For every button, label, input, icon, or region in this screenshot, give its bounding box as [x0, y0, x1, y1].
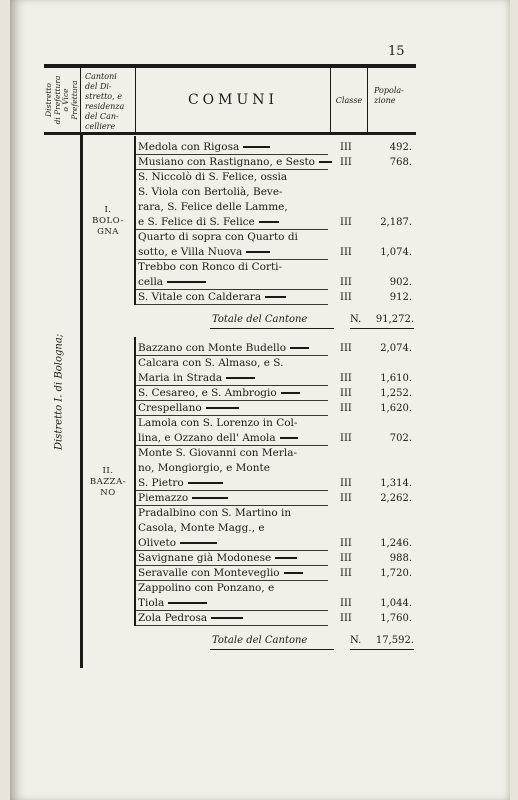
- comune-name-line: Maria in Strada: [138, 371, 334, 386]
- leader-dash: [281, 392, 300, 394]
- comune-name-line: cella: [138, 275, 334, 290]
- leader-dash: [206, 407, 239, 409]
- leader-dash: [246, 251, 270, 253]
- comune-name-line: Quarto di sopra con Quarto di: [138, 231, 298, 243]
- comune-entry: [138, 506, 334, 551]
- table-header: [44, 68, 416, 132]
- comune-popolazione: 492.: [389, 142, 412, 153]
- canton-label-line: I.: [104, 204, 112, 215]
- leader-dash: [284, 572, 303, 574]
- canton-total-label: Totale del Cantone: [212, 635, 308, 646]
- comune-popolazione: 1,620.: [380, 403, 412, 414]
- header-district-cell: [44, 68, 81, 132]
- comune-popolazione: 1,314.: [380, 478, 412, 489]
- comune-classe: III: [340, 433, 352, 444]
- comune-popolazione: 702.: [389, 433, 412, 444]
- header-pop-cell: [368, 68, 416, 132]
- comune-name-line: rara, S. Felice delle Lamme,: [138, 201, 288, 213]
- comune-popolazione: 1,074.: [380, 247, 412, 258]
- comune-name-line: Monte S. Giovanni con Merla-: [138, 447, 298, 459]
- comune-name-line: S. Cesareo, e S. Ambrogio: [138, 386, 334, 401]
- total-value-underline: [350, 649, 414, 650]
- comune-name-line: Trebbo con Ronco di Corti-: [138, 261, 283, 273]
- comune-popolazione: 2,074.: [380, 343, 412, 354]
- header-canton: Cantoni del Di- stretto, e residenza del Can- celliere: [85, 72, 125, 131]
- comune-classe: III: [340, 388, 352, 399]
- comune-entry: [138, 416, 334, 446]
- leader-dash: [259, 221, 279, 223]
- canton-label-line: BAZZA-: [89, 476, 127, 487]
- comune-classe: III: [340, 247, 352, 258]
- canton-divider: [134, 136, 136, 305]
- comune-popolazione: 1,044.: [380, 598, 412, 609]
- leader-dash: [211, 617, 243, 619]
- comune-entry: [138, 170, 334, 230]
- leader-dash: [280, 437, 298, 439]
- canton-label-line: NO: [100, 487, 116, 498]
- district-label: Distretto I. di Bologna;: [53, 333, 65, 450]
- comune-entry: [138, 401, 334, 416]
- comune-entry: [138, 341, 334, 356]
- leader-dash: [180, 542, 217, 544]
- comune-classe: III: [340, 277, 352, 288]
- comune-entry: [138, 260, 334, 290]
- comune-classe: III: [340, 157, 352, 168]
- total-underline: [210, 328, 334, 329]
- header-classe: Classe: [335, 96, 363, 105]
- leader-dash: [188, 482, 223, 484]
- comune-classe: III: [340, 553, 352, 564]
- comune-name-line: no, Mongiorgio, e Monte: [138, 462, 270, 474]
- leader-dash: [275, 557, 297, 559]
- canton-label: [84, 205, 132, 238]
- comune-classe: III: [340, 613, 352, 624]
- district-divider: [80, 135, 83, 668]
- comune-popolazione: 912.: [389, 292, 412, 303]
- comune-name-line: Tiola: [138, 596, 334, 611]
- comune-popolazione: 902.: [389, 277, 412, 288]
- page-number: 15: [388, 44, 405, 59]
- entry-separator: [136, 625, 328, 626]
- comune-name-line: Calcara con S. Almaso, e S.: [138, 357, 284, 369]
- comune-entry: [138, 140, 334, 155]
- comune-entry: [138, 356, 334, 386]
- comune-name-line: Zola Pedrosa: [138, 611, 334, 626]
- comune-popolazione: 2,262.: [380, 493, 412, 504]
- canton-label-line: BOLO-: [92, 215, 124, 226]
- comune-name-line: S. Niccolò di S. Felice, ossia: [138, 171, 288, 183]
- canton-label-line: GNA: [97, 226, 119, 237]
- comune-entry: [138, 290, 334, 305]
- comune-classe: III: [340, 217, 352, 228]
- canton-total-value: 17,592.: [375, 635, 414, 646]
- comune-entry: [138, 581, 334, 611]
- entry-separator: [136, 304, 328, 305]
- comune-popolazione: 1,252.: [380, 388, 412, 399]
- canton-total-n: N.: [350, 314, 362, 325]
- header-comuni: COMUNI: [187, 92, 279, 108]
- comune-name-line: Casola, Monte Magg., e: [138, 522, 265, 534]
- comune-classe: III: [340, 373, 352, 384]
- canton-total-n: N.: [350, 635, 362, 646]
- comune-name-line: S. Viola con Bertolià, Beve-: [138, 186, 283, 198]
- leader-dash: [243, 146, 270, 148]
- comune-classe: III: [340, 403, 352, 414]
- leader-dash: [167, 281, 206, 283]
- total-underline: [210, 649, 334, 650]
- comune-entry: [138, 551, 334, 566]
- canton-label-line: II.: [102, 465, 114, 476]
- canton-total-value: 91,272.: [375, 314, 414, 325]
- comune-name-line: Musiano con Rastignano, e Sesto: [138, 155, 334, 170]
- comune-classe: III: [340, 478, 352, 489]
- comune-classe: III: [340, 598, 352, 609]
- leader-dash: [265, 296, 286, 298]
- comune-name-line: Pradalbino con S. Martino in: [138, 507, 292, 519]
- comune-name-line: Crespellano: [138, 401, 334, 416]
- comune-popolazione: 1,246.: [380, 538, 412, 549]
- comune-entry: [138, 446, 334, 491]
- canton-label: [84, 466, 132, 499]
- comune-entry: [138, 611, 334, 626]
- leader-dash: [226, 377, 255, 379]
- comune-classe: III: [340, 538, 352, 549]
- comune-popolazione: 1,610.: [380, 373, 412, 384]
- leader-dash: [168, 602, 207, 604]
- comune-classe: III: [340, 292, 352, 303]
- comune-name-line: e S. Felice di S. Felice: [138, 215, 334, 230]
- leader-dash: [290, 347, 309, 349]
- comune-entry: [138, 491, 334, 506]
- comune-name-line: Seravalle con Monteveglio: [138, 566, 334, 581]
- comune-name-line: Bazzano con Monte Budello: [138, 341, 334, 356]
- comune-entry: [138, 566, 334, 581]
- comune-name-line: Oliveto: [138, 536, 334, 551]
- comune-name-line: S. Vitale con Calderara: [138, 290, 334, 305]
- comune-classe: III: [340, 568, 352, 579]
- comune-popolazione: 988.: [389, 553, 412, 564]
- comune-name-line: Piemazzo: [138, 491, 334, 506]
- comune-entry: [138, 155, 334, 170]
- canton-divider: [134, 337, 136, 626]
- leader-dash: [192, 497, 228, 499]
- header-classe-cell: [331, 68, 368, 132]
- header-district: Distretto di Prefettura o Vice Prefettura: [44, 75, 79, 125]
- leader-dash: [319, 161, 332, 163]
- comune-name-line: Zappolino con Ponzano, e: [138, 582, 275, 594]
- canton-total-label: Totale del Cantone: [212, 314, 308, 325]
- comune-popolazione: 1,760.: [380, 613, 412, 624]
- comune-classe: III: [340, 493, 352, 504]
- book-page: [10, 0, 510, 800]
- comune-name-line: Savignane già Modonese: [138, 551, 334, 566]
- comune-name-line: Medola con Rigosa: [138, 140, 334, 155]
- comune-entry: [138, 230, 334, 260]
- header-comuni-cell: [136, 68, 331, 132]
- comune-popolazione: 2,187.: [380, 217, 412, 228]
- header-popolazione: Popola- zione: [374, 86, 404, 105]
- comune-classe: III: [340, 142, 352, 153]
- comune-classe: III: [340, 343, 352, 354]
- comune-popolazione: 768.: [389, 157, 412, 168]
- comune-name-line: Lamola con S. Lorenzo in Col-: [138, 417, 298, 429]
- header-canton-cell: [81, 68, 136, 132]
- header-bottom-rule: [44, 132, 416, 135]
- comune-popolazione: 1,720.: [380, 568, 412, 579]
- comune-name-line: sotto, e Villa Nuova: [138, 245, 334, 260]
- comune-name-line: S. Pietro: [138, 476, 334, 491]
- comune-name-line: lina, e Ozzano dell' Amola: [138, 431, 334, 446]
- comune-entry: [138, 386, 334, 401]
- total-value-underline: [350, 328, 414, 329]
